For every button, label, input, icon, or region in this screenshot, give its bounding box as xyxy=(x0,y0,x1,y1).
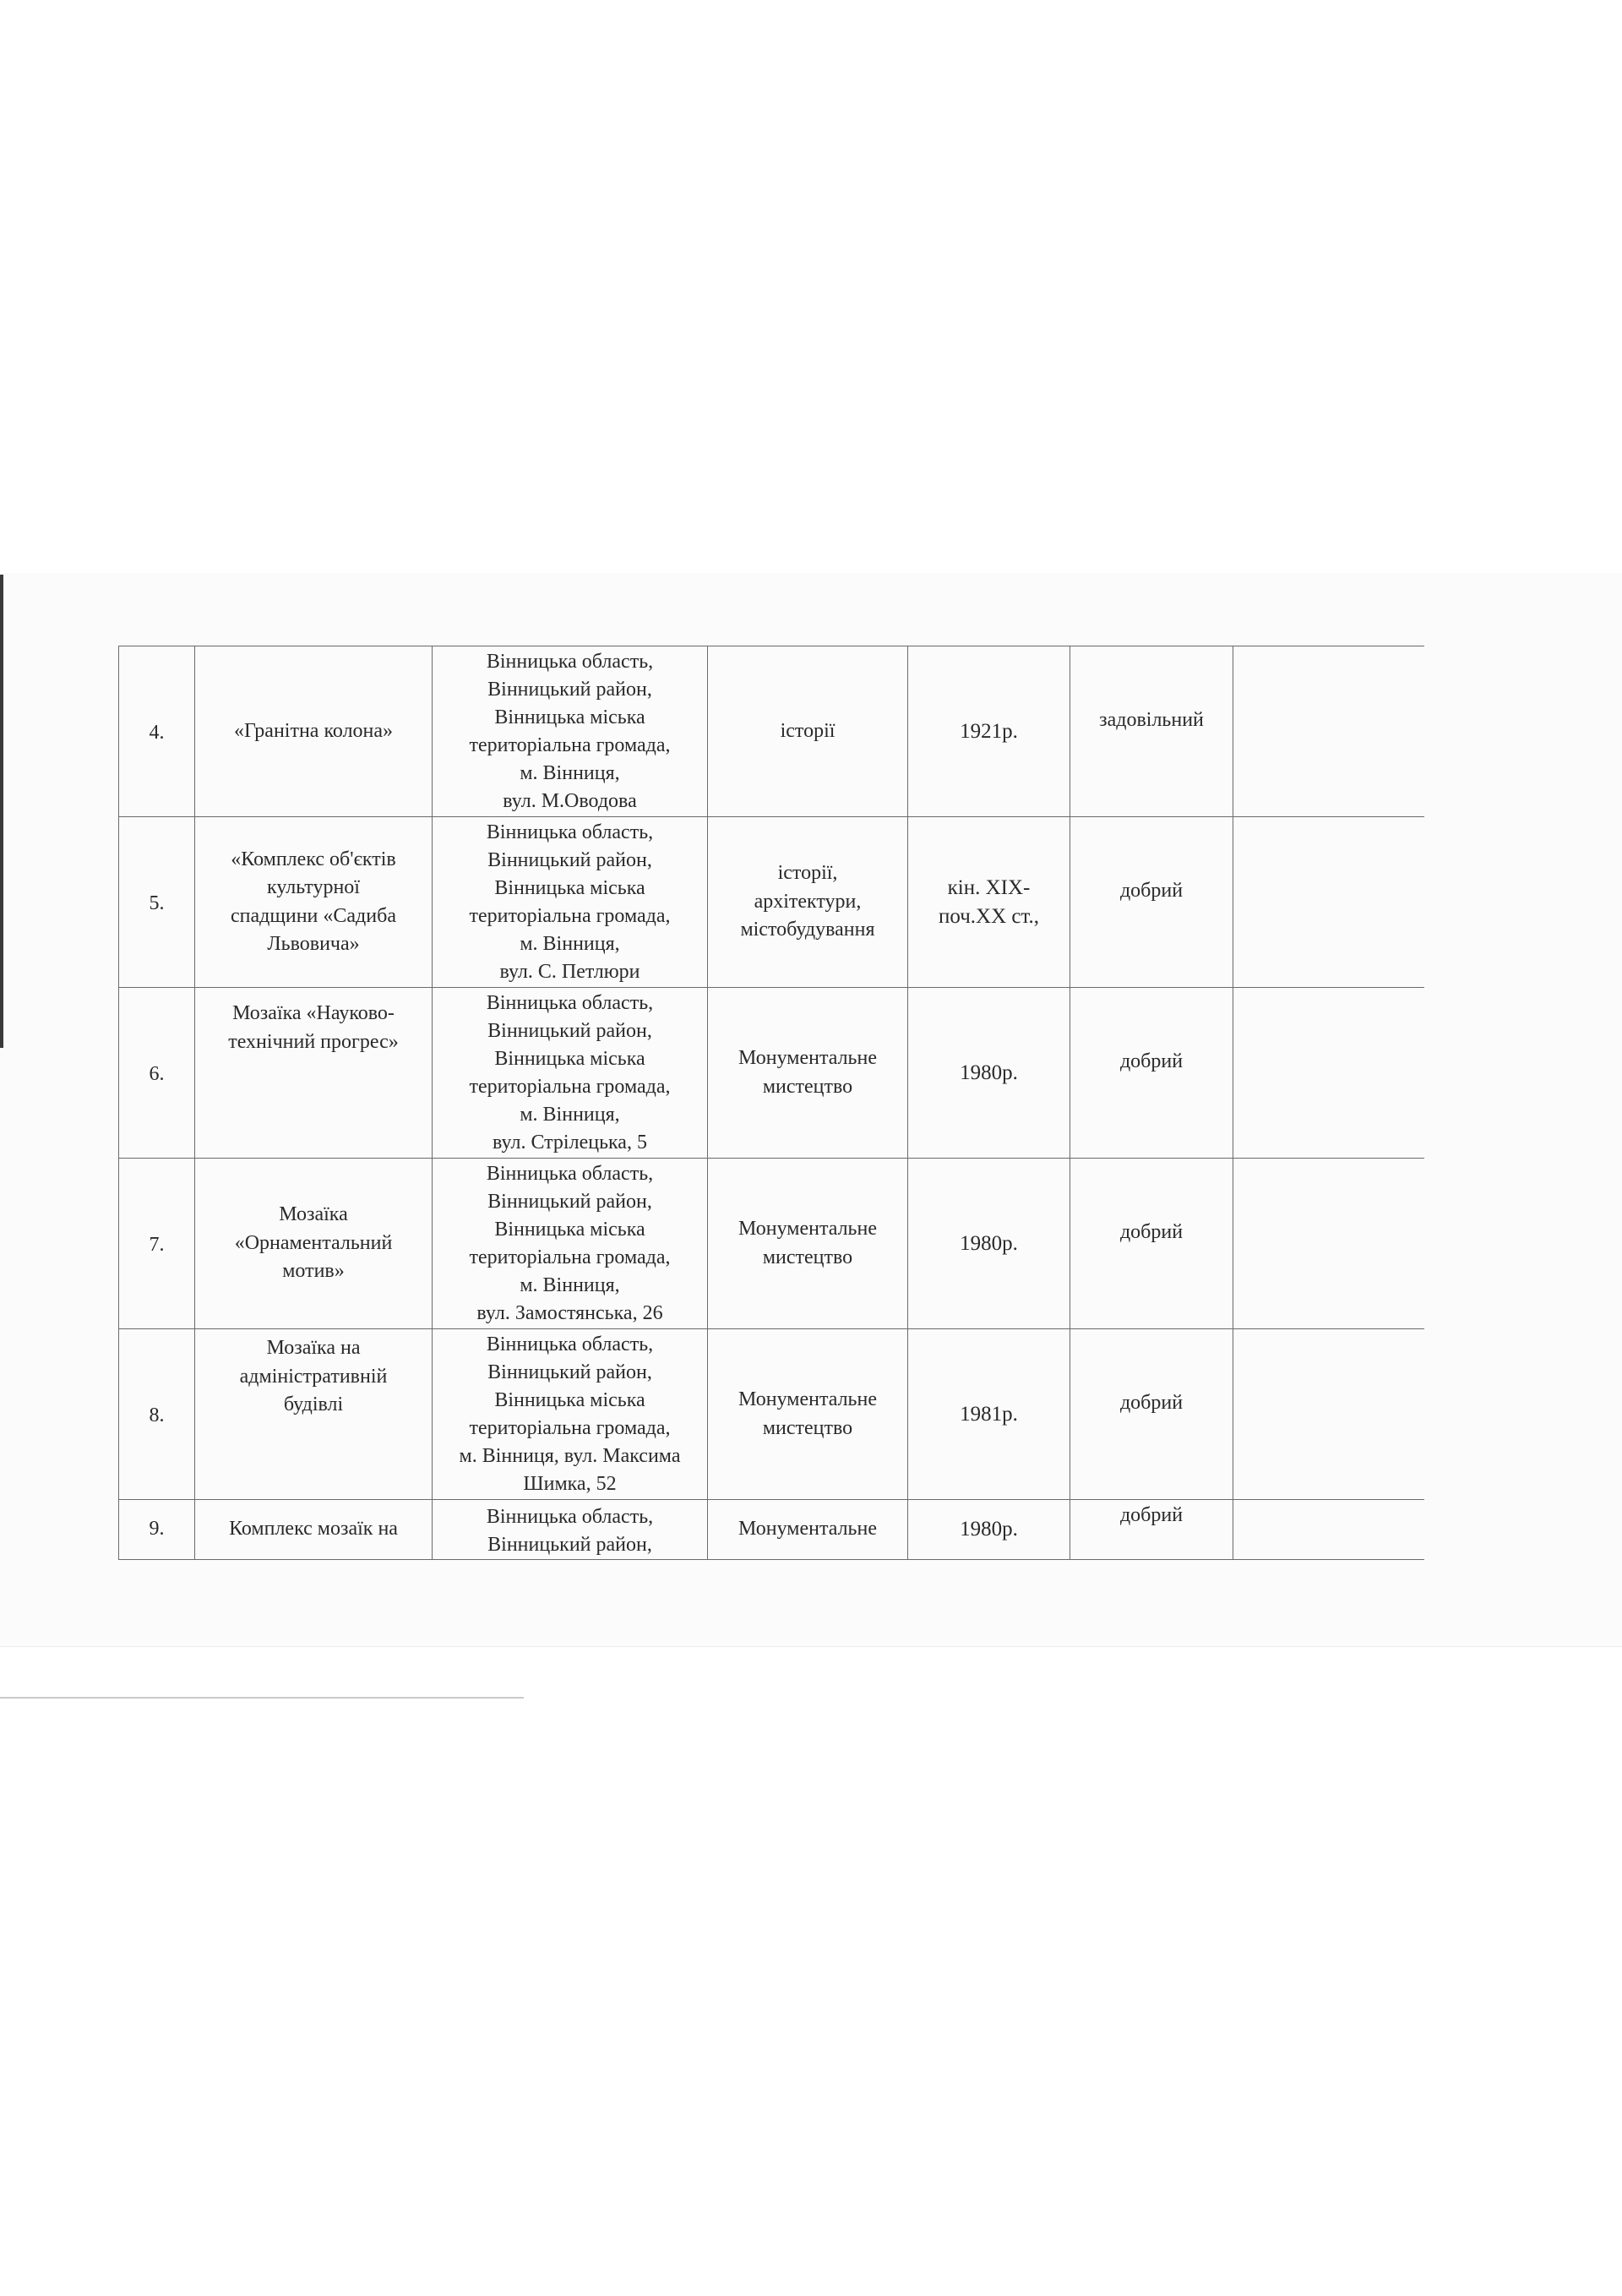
object-date: 1980р. xyxy=(908,1159,1070,1329)
empty-cell xyxy=(1233,1329,1424,1500)
object-address: Вінницька область, Вінницький район, Вінницька міська територіальна громада, м. Вінниця, вул. Максима Шимка, 52 xyxy=(433,1329,708,1500)
object-date: 1921р. xyxy=(908,646,1070,817)
row-number: 6. xyxy=(119,988,195,1159)
object-address: Вінницька область, Вінницький район, Вінницька міська територіальна громада, м. Вінниця, вул. С. Петлюри xyxy=(433,817,708,988)
row-number: 8. xyxy=(119,1329,195,1500)
object-condition: добрий xyxy=(1070,988,1233,1159)
object-address: Вінницька область, Вінницький район, xyxy=(433,1500,708,1560)
object-address: Вінницька область, Вінницький район, Вінницька міська територіальна громада, м. Вінниця, вул. М.Оводова xyxy=(433,646,708,817)
object-address: Вінницька область, Вінницький район, Вінницька міська територіальна громада, м. Вінниця, вул. Стрілецька, 5 xyxy=(433,988,708,1159)
object-type: Монументальне мистецтво xyxy=(708,1329,908,1500)
table-row xyxy=(119,988,1424,1159)
scan-edge-artifact xyxy=(0,575,3,1048)
scan-line-artifact xyxy=(0,1646,1622,1647)
object-condition: задовільний xyxy=(1070,646,1233,817)
object-date: 1980р. xyxy=(908,1500,1070,1560)
object-address: Вінницька область, Вінницький район, Вінницька міська територіальна громада, м. Вінниця, вул. Замостянська, 26 xyxy=(433,1159,708,1329)
table-row xyxy=(119,817,1424,988)
empty-cell xyxy=(1233,988,1424,1159)
scan-line-artifact xyxy=(0,1697,524,1699)
table-row xyxy=(119,1500,1424,1560)
object-condition: добрий xyxy=(1070,817,1233,988)
table-row xyxy=(119,646,1424,817)
empty-cell xyxy=(1233,817,1424,988)
row-number: 9. xyxy=(119,1500,195,1560)
object-date: кін. XIX- поч.XX ст., xyxy=(908,817,1070,988)
object-type: Монументальне мистецтво xyxy=(708,1159,908,1329)
table-row xyxy=(119,1329,1424,1500)
object-name: Мозаїка «Орнаментальний мотив» xyxy=(195,1159,433,1329)
object-date: 1980р. xyxy=(908,988,1070,1159)
table-row xyxy=(119,1159,1424,1329)
object-type: Монументальне мистецтво xyxy=(708,988,908,1159)
object-name: Мозаїка «Науково- технічний прогрес» xyxy=(195,988,433,1159)
object-type: історії xyxy=(708,646,908,817)
empty-cell xyxy=(1233,1159,1424,1329)
object-name: Комплекс мозаїк на xyxy=(195,1500,433,1560)
row-number: 5. xyxy=(119,817,195,988)
object-condition: добрий xyxy=(1070,1500,1233,1560)
empty-cell xyxy=(1233,646,1424,817)
object-condition: добрий xyxy=(1070,1329,1233,1500)
object-name: Мозаїка на адміністративній будівлі xyxy=(195,1329,433,1500)
object-name: «Гранітна колона» xyxy=(195,646,433,817)
object-name: «Комплекс об'єктів культурної спадщини «Садиба Львовича» xyxy=(195,817,433,988)
row-number: 4. xyxy=(119,646,195,817)
object-condition: добрий xyxy=(1070,1159,1233,1329)
object-type: Монументальне xyxy=(708,1500,908,1560)
object-type: історії, архітектури, містобудування xyxy=(708,817,908,988)
object-date: 1981р. xyxy=(908,1329,1070,1500)
empty-cell xyxy=(1233,1500,1424,1560)
row-number: 7. xyxy=(119,1159,195,1329)
heritage-objects-table xyxy=(118,646,1424,1560)
